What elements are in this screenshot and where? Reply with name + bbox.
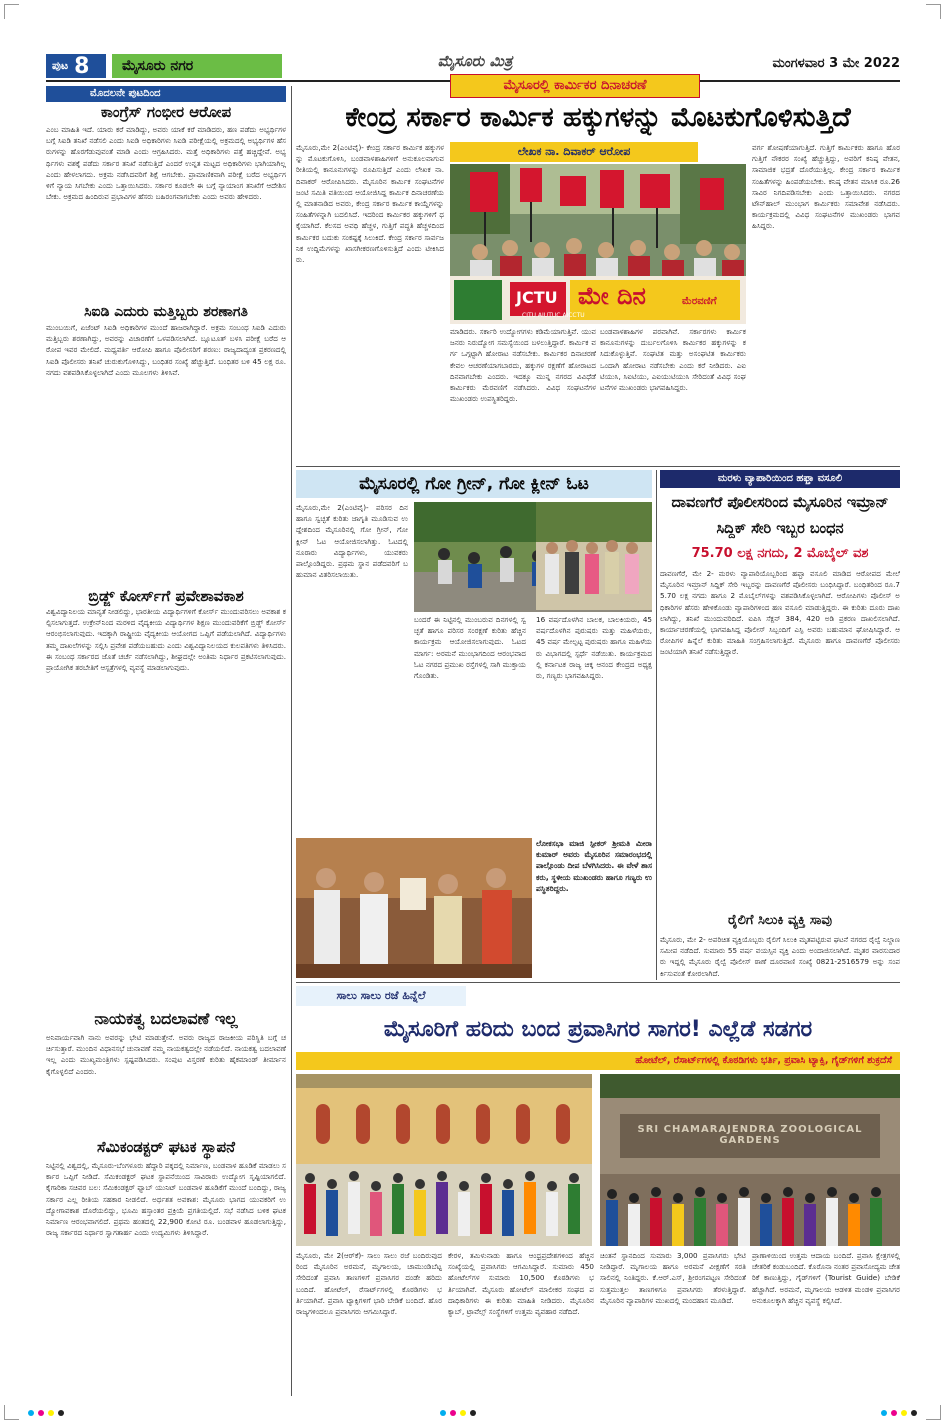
story-body: ಮಾಡಿದರು. ಸರ್ಕಾರಿ ಉದ್ಯೋಗಗಳು ಕಡಿಮೆಯಾಗುತ್ತಿವೆ. ಯುವಜನರು ನಿರುದ್ಯೋಗ ಸಮಸ್ಯೆಯಿಂದ ಬಳಲುತ್ತಿದ್ದಾರೆ. ಕಾರ್ಮಿಕ ವರ್ಗ ಒಗ್ಗಟ್ಟಾಗಿ ಹೋರಾಟ ನಡೆಸಬೇಕು. ಕಾರ್ಮಿಕರ ದಿನಾಚರಣೆ ಕೇವಲ ಆಚರಣೆಯಾಗಬಾರದು, ಹಕ್ಕುಗಳ ರಕ್ಷಣೆಗೆ ಹೋರಾಟದ ದಿನವಾಗಬೇಕು ಎಂದರು. ಇದಕ್ಕೂ ಮುನ್ನ ನಗರದ ವಿವಿಧೆಡೆ ಕಾರ್ಮಿಕರು ಮೆರವಣಿಗೆ ನಡೆಸಿದರು. ವಿವಿಧ ಸಂಘಟನೆಗಳ ಮುಖಂಡರು ಉಪಸ್ಥಿತರಿದ್ದರು. xyxy=(450,327,599,404)
story-body: ಎಂಬ ಮಾಹಿತಿ ಇದೆ. ಯಾರು ಕರೆ ಮಾಡಿದ್ದು, ಅವರು ಯಾಕೆ ಕರೆ ಮಾಡಿದರು, ಹಣ ಪಡೆದು ಅಭ್ಯರ್ಥಿಗಳ ಬಗ್ಗೆ ಸಿಐಡಿ ತನಿಖೆ ನಡೆಸಲಿ ಎಂದು ಸಿಐಡಿ ಅಧಿಕಾರಿಗಳು ಸಿಐಡಿ ಪರೀಕ್ಷೆಯಲ್ಲಿ ಅಕ್ರಮದಲ್ಲಿ ಅಭ್ಯರ್ಥಿಗಳ ಹೆಸರುಗಳನ್ನು ಹೊರಗೆಡುವುವಂತೆ ಮಾಡಿ ಎಂದು ಆಗ್ರಹಿಸಿದರು. ಮತ್ತೆ ಅಧಿಕಾರಿಗಳು ಪತ್ತೆ ಹಚ್ಚಿದ್ದೇವೆ. ಅಭ್ಯರ್ಥಿಗಳು ವಶಕ್ಕೆ ಪಡೆದು ಸರ್ಕಾರ ತನಿಖೆ ನಡೆಸುತ್ತಿದೆ ಎಂದರೆ ಉನ್ನತ ಮಟ್ಟದ ಅಧಿಕಾರಿಗಳು ಭಾಗಿಯಾಗಿಲ್ಲ ಎಂದು ಹೇಳಲಾಗದು. ಅಕ್ರಮ ನಡೆಸಿದವರಿಗೆ ಶಿಕ್ಷೆ ಆಗಬೇಕು. ಪ್ರಾಮಾಣಿಕವಾಗಿ ಪರೀಕ್ಷೆ ಬರೆದ ಅಭ್ಯರ್ಥಿಗಳಿಗೆ ನ್ಯಾಯ ಸಿಗಬೇಕು ಎಂದು ಒತ್ತಾಯಿಸಿದರು. ಸರ್ಕಾರ ಕೂಡಲೇ ಈ ಬಗ್ಗೆ ನ್ಯಾಯಾಂಗ ತನಿಖೆಗೆ ಆದೇಶಿಸಬೇಕು. ಅಕ್ರಮದ ಹಿಂದಿರುವ ಪ್ರಭಾವಿಗಳ ಹೆಸರು ಬಹಿರಂಗವಾಗಬೇಕು ಎಂದು ಅವರು ಹೇಳಿದರು. xyxy=(46,125,289,202)
story-body: ಮೈಸೂರು,ಮೇ 2(ಎಂಟಿವೈ)- ಕೇಂದ್ರ ಸರ್ಕಾರ ಕಾರ್ಮಿಕ ಹಕ್ಕುಗಳನ್ನು ಮೊಟಕುಗೊಳಿಸಿ, ಬಂಡವಾಳಶಾಹಿಗಳಿಗೆ ಅನುಕೂಲವಾಗುವ ರೀತಿಯಲ್ಲಿ ಕಾನೂನುಗಳನ್ನು ರೂಪಿಸುತ್ತಿದೆ ಎಂದು ಲೇಖಕ ನಾ. ದಿವಾಕರ್ ಆರೋಪಿಸಿದರು. ಮೈಸೂರಿನ ಕಾರ್ಮಿಕ ಸಂಘಟನೆಗಳ ಜಂಟಿ ಸಮಿತಿ ವತಿಯಿಂದ ಆಯೋಜಿಸಿದ್ದ ಕಾರ್ಮಿಕ ದಿನಾಚರಣೆಯಲ್ಲಿ ಮಾತನಾಡಿದ ಅವರು, ಕೇಂದ್ರ ಸರ್ಕಾರ ಕಾರ್ಮಿಕ ಕಾಯ್ದೆಗಳನ್ನು ಸಂಹಿತೆಗಳನ್ನಾಗಿ ಬದಲಿಸಿದೆ. ಇದರಿಂದ ಕಾರ್ಮಿಕರ ಹಕ್ಕುಗಳಿಗೆ ಧಕ್ಕೆಯಾಗಿದೆ. ಕೆಲಸದ ಅವಧಿ ಹೆಚ್ಚಳ, ಗುತ್ತಿಗೆ ಪದ್ಧತಿ ಹೆಚ್ಚಳದಿಂದ ಕಾರ್ಮಿಕರ ಬದುಕು ಸಂಕಷ್ಟಕ್ಕೆ ಸಿಲುಕಿದೆ. ಕೇಂದ್ರ ಸರ್ಕಾರ ಸಾರ್ವಜನಿಕ ಉದ್ದಿಮೆಗಳನ್ನು ಖಾಸಗೀಕರಣಗೊಳಿಸುತ್ತಿದೆ ಎಂದು ಟೀಕಿಸಿದರು. xyxy=(296,143,447,265)
column-divider xyxy=(291,86,292,1396)
story-body: ವಿಶ್ವವಿದ್ಯಾನಿಲಯ ಮಾನ್ಯತೆ ನೀಡಲಿದ್ದು, ಭಾರತೀಯ ವಿದ್ಯಾರ್ಥಿಗಳಿಗೆ ಕೋರ್ಸ್ ಮುಂದುವರಿಸಲು ಅವಕಾಶ ಕಲ್ಪಿಸಲಾಗುತ್ತದೆ. ಉಕ್ರೇನ್‌ನಿಂದ ಮರಳಿದ ವೈದ್ಯಕೀಯ ವಿದ್ಯಾರ್ಥಿಗಳ ಶಿಕ್ಷಣ ಮುಂದುವರಿಕೆಗೆ ಬ್ರಿಡ್ಜ್ ಕೋರ್ಸ್ ಆರಂಭಿಸಲಾಗುವುದು. ಇದಕ್ಕಾಗಿ ರಾಷ್ಟ್ರೀಯ ವೈದ್ಯಕೀಯ ಆಯೋಗದ ಒಪ್ಪಿಗೆ ಪಡೆಯಲಾಗಿದೆ. ವಿದ್ಯಾರ್ಥಿಗಳು ತಮ್ಮ ದಾಖಲೆಗಳನ್ನು ಸಲ್ಲಿಸಿ ಪ್ರವೇಶ ಪಡೆಯಬಹುದು ಎಂದು ವಿಶ್ವವಿದ್ಯಾನಿಲಯದ ಕುಲಪತಿಗಳು ತಿಳಿಸಿದರು. ಈ ಸಂಬಂಧ ಸರ್ಕಾರದ ಜೊತೆ ಚರ್ಚೆ ನಡೆಸಲಾಗಿದ್ದು, ಶೀಘ್ರದಲ್ಲೇ ಅಂತಿಮ ನಿರ್ಧಾರ ಪ್ರಕಟಿಸಲಾಗುವುದು. ಪ್ರಾಯೋಗಿಕ ತರಬೇತಿಗೆ ಆಸ್ಪತ್ರೆಗಳಲ್ಲಿ ವ್ಯವಸ್ಥೆ ಮಾಡಲಾಗುವುದು. xyxy=(46,607,289,673)
story-body: ಮೈಸೂರು, ಮೇ 2(ಆರ್‌ಕೆ)- ಸಾಲು ಸಾಲು ರಜೆ ಬಂದಿರುವುದರಿಂದ ಮೈಸೂರಿನ ಅರಮನೆ, ಮೃಗಾಲಯ, ಚಾಮುಂಡಿಬೆಟ್ಟ ಸೇರಿದಂತೆ ಪ್ರವಾಸಿ ತಾಣಗಳಿಗೆ ಪ್ರವಾಸಿಗರ ದಂಡೇ ಹರಿದು ಬಂದಿದೆ. ಹೋಟೆಲ್, ರೆಸಾರ್ಟ್‌ಗಳಲ್ಲಿ ಕೊಠಡಿಗಳು ಭರ್ತಿಯಾಗಿವೆ. ಪ್ರವಾಸಿ ಟ್ಯಾಕ್ಸಿಗಳಿಗೆ ಭಾರಿ ಬೇಡಿಕೆ ಬಂದಿದೆ. ಹೊರ ರಾಜ್ಯಗಳಿಂದಲೂ ಪ್ರವಾಸಿಗರು ಆಗಮಿಸಿದ್ದಾರೆ. xyxy=(296,1251,445,1317)
crop-mark xyxy=(4,1405,19,1420)
story-title: ಸಿಐಡಿ ಎದುರು ಮತ್ತಿಬ್ಬರು ಶರಣಾಗತಿ xyxy=(84,304,248,320)
tourism-subhead: ಹೋಟೆಲ್, ರೆಸಾರ್ಟ್‌ಗಳಲ್ಲಿ ಕೊಠಡಿಗಳು ಭರ್ತಿ, ಪ್ರವಾಸಿ ಟ್ಯಾಕ್ಸಿ, ಗೈಡ್‌ಗಳಿಗೆ ಶುಕ್ರದೆಸೆ xyxy=(296,1052,900,1070)
may-day-rally-photo xyxy=(450,164,746,324)
photo-caption: ಲೋಕಸಭಾ ಮಾಜಿ ಸ್ಪೀಕರ್ ಶ್ರೀಮತಿ ಮೀರಾ ಕುಮಾರ್ ಅವರು ಮೈಸೂರಿನ ಸಮಾರಂಭದಲ್ಲಿ ಪಾಲ್ಗೊಂಡು ದೀಪ ಬೆಳಗಿಸಿದರು. ಈ ವೇಳೆ ಶಾಸಕರು, ಸ್ಥಳೀಯ ಮುಖಂಡರು ಹಾಗೂ ಗಣ್ಯರು ಉಪಸ್ಥಿತರಿದ್ದರು. xyxy=(536,839,655,893)
story-title: ಕಾಂಗ್ರೆಸ್ ಗಂಭೀರ ಆರೋಪ xyxy=(100,103,232,121)
lead-subhead: ಲೇಖಕ ನಾ. ದಿವಾಕರ್ ಆರೋಪ xyxy=(450,142,698,162)
story-body: ಬಂದರೆ ಈ ನಿಟ್ಟಿನಲ್ಲಿ ಮುಂಬರುವ ದಿನಗಳಲ್ಲಿ ಸ್ವಚ್ಛತೆ ಹಾಗೂ ಪರಿಸರ ಸಂರಕ್ಷಣೆ ಕುರಿತು ಹೆಚ್ಚಿನ ಕಾರ್ಯಕ್ರಮ ಆಯೋಜಿಸಲಾಗುವುದು. ಓಟದ ಮಾರ್ಗ: ಅರಮನೆ ಮುಂಭಾಗದಿಂದ ಆರಂಭವಾದ ಓಟ ನಗರದ ಪ್ರಮುಖ ರಸ್ತೆಗಳಲ್ಲಿ ಸಾಗಿ ಮುಕ್ತಾಯಗೊಂಡಿತು. xyxy=(414,615,529,681)
story-body: ವರ್ಗ ಶೋಷಣೆಯಾಗುತ್ತಿದೆ. ಗುತ್ತಿಗೆ ಕಾರ್ಮಿಕರು ಹಾಗೂ ಹೊರಗುತ್ತಿಗೆ ನೌಕರರ ಸಂಖ್ಯೆ ಹೆಚ್ಚುತ್ತಿದ್ದು, ಅವರಿಗೆ ಕನಿಷ್ಠ ವೇತನ, ಸಾಮಾಜಿಕ ಭದ್ರತೆ ದೊರೆಯುತ್ತಿಲ್ಲ. ಕೇಂದ್ರ ಸರ್ಕಾರ ಕಾರ್ಮಿಕ ಸಂಹಿತೆಗಳನ್ನು ಹಿಂಪಡೆಯಬೇಕು. ಕನಿಷ್ಠ ವೇತನ ಮಾಸಿಕ ರೂ.26 ಸಾವಿರ ನಿಗದಿಪಡಿಸಬೇಕು ಎಂದು ಒತ್ತಾಯಿಸಿದರು. ನಗರದ ಟೌನ್‌ಹಾಲ್ ಮುಂಭಾಗ ಕಾರ್ಮಿಕರು ಸಮಾವೇಶ ನಡೆಸಿದರು. ಕಾರ್ಯಕ್ರಮದಲ್ಲಿ ವಿವಿಧ ಸಂಘಟನೆಗಳ ಮುಖಂಡರು ಭಾಗವಹಿಸಿದ್ದರು. xyxy=(752,143,903,231)
story-body: ಮೈಸೂರು,ಮೇ 2(ಎಂಟಿವೈ)- ಪರಿಸರ ದಿನ ಹಾಗೂ ಸ್ವಚ್ಛತೆ ಕುರಿತು ಜಾಗೃತಿ ಮೂಡಿಸುವ ಉದ್ದೇಶದಿಂದ ಮೈಸೂರಿನಲ್ಲಿ ಗೋ ಗ್ರೀನ್, ಗೋ ಕ್ಲೀನ್ ಓಟ ಆಯೋಜಿಸಲಾಗಿತ್ತು. ಓಟದಲ್ಲಿ ನೂರಾರು ವಿದ್ಯಾರ್ಥಿಗಳು, ಯುವಕರು ಪಾಲ್ಗೊಂಡಿದ್ದರು. ಪ್ರಥಮ ಸ್ಥಾನ ಪಡೆದವರಿಗೆ ಬಹುಮಾನ ವಿತರಿಸಲಾಯಿತು. xyxy=(296,503,411,580)
registration-dots xyxy=(440,1410,476,1416)
page-number: 8 xyxy=(74,53,90,79)
section-title: ಮೈಸೂರು ನಗರ xyxy=(112,54,282,78)
lead-headline: ಕೇಂದ್ರ ಸರ್ಕಾರ ಕಾರ್ಮಿಕ ಹಕ್ಕುಗಳನ್ನು ಮೊಟಕುಗೊಳಿಸುತ್ತಿದೆ xyxy=(345,102,851,133)
story-body: ನಿಟ್ಟಿನಲ್ಲಿ ವಿಶ್ವದಲ್ಲಿ, ಮೈಸೂರು-ಬೆಂಗಳೂರು ಹೆದ್ದಾರಿ ಪಕ್ಕದಲ್ಲಿ ನಿರ್ಮಾಣ, ಬಂಡವಾಳ ಹೂಡಿಕೆ ಮಾಡಲು ಸರ್ಕಾರ ಒಪ್ಪಿಗೆ ನೀಡಿದೆ. ಸೆಮಿಕಂಡಕ್ಟರ್ ಘಟಕ ಸ್ಥಾಪನೆಯಿಂದ ಸಾವಿರಾರು ಉದ್ಯೋಗ ಸೃಷ್ಟಿಯಾಗಲಿದೆ. ಕೈಗಾರಿಕಾ ಸಚಿವರ ಬಲ: ಸೆಮಿಕಂಡಕ್ಟರ್ ಫ್ಯಾಬ್ ಯುನಿಟ್ ಬಂಡವಾಳ ಹೂಡಿಕೆಗೆ ಮುಂದೆ ಬಂದಿದ್ದು, ರಾಜ್ಯ ಸರ್ಕಾರ ಎಲ್ಲ ರೀತಿಯ ಸಹಕಾರ ನೀಡಲಿದೆ. ಅರ್ಧಶತ ಅವಕಾಶ: ಮೈಸೂರು ಭಾಗದ ಯುವಕರಿಗೆ ಉದ್ಯೋಗಾವಕಾಶ ದೊರೆಯಲಿದ್ದು, ಭೂಮಿ ಹಸ್ತಾಂತರ ಪ್ರಕ್ರಿಯೆ ಪ್ರಗತಿಯಲ್ಲಿದೆ. ಸಭೆ ನಡೆಸಿದ ಬಳಿಕ ಘಟಕ ನಿರ್ಮಾಣ ಆರಂಭವಾಗಲಿದೆ. ಪ್ರಥಮ ಹಂತದಲ್ಲಿ 22,900 ಕೋಟಿ ರೂ. ಬಂಡವಾಳ ಹೂಡಲಾಗುತ್ತಿದ್ದು, ರಾಜ್ಯ ಸರ್ಕಾರದ ನಿರ್ಧಾರ ಸ್ವಾಗತಾರ್ಹ ಎಂದು ಉದ್ಯಮಿಗಳು ತಿಳಿಸಿದ್ದಾರೆ. xyxy=(46,1161,289,1238)
zoo-entrance-photo xyxy=(600,1074,900,1246)
story-title: ಬ್ರಿಡ್ಜ್ ಕೋರ್ಸ್‌ಗೆ ಪ್ರವೇಶಾವಕಾಶ xyxy=(88,587,244,605)
registration-dots xyxy=(881,1410,917,1416)
dignitaries-photo xyxy=(536,502,652,610)
story-body: ಅನಿವಾರ್ಯವಾಗಿ ನಾನು ಅವರನ್ನು ಭೇಟಿ ಮಾಡುತ್ತೇನೆ. ಅವರು ರಾಜ್ಯದ ರಾಜಕೀಯ ಪರಿಸ್ಥಿತಿ ಬಗ್ಗೆ ಚರ್ಚಿಸುತ್ತಾರೆ. ಮುಂದಿನ ವಿಧಾನಸಭೆ ಚುನಾವಣೆ ನಮ್ಮ ನಾಯಕತ್ವದಲ್ಲೇ ನಡೆಯಲಿದೆ. ನಾಯಕತ್ವ ಬದಲಾವಣೆ ಇಲ್ಲ ಎಂದು ಮುಖ್ಯಮಂತ್ರಿಗಳು ಸ್ಪಷ್ಟಪಡಿಸಿದರು. ಸಂಪುಟ ವಿಸ್ತರಣೆ ಕುರಿತು ಹೈಕಮಾಂಡ್ ತೀರ್ಮಾನ ಕೈಗೊಳ್ಳಲಿದೆ ಎಂದರು. xyxy=(46,1033,289,1076)
page-number-tag xyxy=(46,54,106,78)
story-body: ಚಿಂತನೆ ಸ್ಥಾನದಿಂದ ಸುಮಾರು 3,000 ಪ್ರವಾಸಿಗರು ಭೇಟಿ ನೀಡಿದ್ದಾರೆ. ಮೃಗಾಲಯ ಹಾಗೂ ಅರಮನೆ ವೀಕ್ಷಣೆಗೆ ಸರತಿ ಸಾಲಿನಲ್ಲಿ ನಿಂತಿದ್ದರು. ಕೆ.ಆರ್.ಎಸ್, ಶ್ರೀರಂಗಪಟ್ಟಣ ಸೇರಿದಂತೆ ಸುತ್ತಮುತ್ತಲ ತಾಣಗಳಿಗೂ ಪ್ರವಾಸಿಗರು ತೆರಳುತ್ತಿದ್ದಾರೆ. ಮೈಸೂರಿನ ವ್ಯಾಪಾರಿಗಳ ಮುಖದಲ್ಲಿ ಮಂದಹಾಸ ಮೂಡಿದೆ. xyxy=(600,1251,749,1305)
page-label: ಪುಟ xyxy=(52,59,69,72)
crop-mark xyxy=(4,4,19,19)
page-date: ಮಂಗಳವಾರ 3 ಮೇ 2022 xyxy=(772,56,900,71)
story-body: ದಾವಣಗೆರೆ, ಮೇ 2- ಮರಳು ವ್ಯಾಪಾರಿಯೊಬ್ಬರಿಂದ ಹಫ್ತಾ ವಸೂಲಿ ಮಾಡಿದ ಆರೋಪದ ಮೇಲೆ ಮೈಸೂರಿನ ಇಮ್ರಾನ್ ಸಿದ್ದಿಕ್ ಸೇರಿ ಇಬ್ಬರನ್ನು ದಾವಣಗೆರೆ ಪೊಲೀಸರು ಬಂಧಿಸಿದ್ದಾರೆ. ಬಂಧಿತರಿಂದ ರೂ.75.70 ಲಕ್ಷ ನಗದು ಹಾಗೂ 2 ಮೊಬೈಲ್‌ಗಳನ್ನು ವಶಪಡಿಸಿಕೊಳ್ಳಲಾಗಿದೆ. ಆರೋಪಿಗಳು ಪೊಲೀಸ್ ಅಧಿಕಾರಿಗಳ ಹೆಸರು ಹೇಳಿಕೊಂಡು ವ್ಯಾಪಾರಿಗಳಿಂದ ಹಣ ವಸೂಲಿ ಮಾಡುತ್ತಿದ್ದರು. ಈ ಕುರಿತು ದೂರು ದಾಖಲಾಗಿದ್ದು, ತನಿಖೆ ಮುಂದುವರಿದಿದೆ. ಐಪಿಸಿ ಸೆಕ್ಷನ್ 384, 420 ಅಡಿ ಪ್ರಕರಣ ದಾಖಲಿಸಲಾಗಿದೆ. ಕಾರ್ಯಾಚರಣೆಯಲ್ಲಿ ಭಾಗವಹಿಸಿದ್ದ ಪೊಲೀಸ್ ಸಿಬ್ಬಂದಿಗೆ ಎಸ್ಪಿ ಅವರು ಬಹುಮಾನ ಘೋಷಿಸಿದ್ದಾರೆ. ಆರೋಪಿಗಳ ಹಿನ್ನೆಲೆ ಕುರಿತು ಮಾಹಿತಿ ಸಂಗ್ರಹಿಸಲಾಗುತ್ತಿದೆ. ಮೈಸೂರು ಹಾಗೂ ದಾವಣಗೆರೆ ಪೊಲೀಸರು ಜಂಟಿಯಾಗಿ ತನಿಖೆ ನಡೆಸುತ್ತಿದ್ದಾರೆ. xyxy=(660,569,903,657)
banner-text: CITU AIUTUC AICCTU xyxy=(522,312,585,319)
paper-name: ಮೈಸೂರು ಮಿತ್ರ xyxy=(437,52,513,70)
continued-tag: ಮೊದಲನೇ ಪುಟದಿಂದ xyxy=(46,86,286,102)
train-headline: ರೈಲಿಗೆ ಸಿಲುಕಿ ವ್ಯಕ್ತಿ ಸಾವು xyxy=(728,913,832,928)
banner-text: ಮೆರವಣಿಗೆ xyxy=(682,296,717,307)
banner-text: ಮೇ ದಿನ xyxy=(578,282,646,310)
banner-text: JCTU xyxy=(516,288,558,307)
lamp-lighting-photo xyxy=(296,838,532,978)
palace-crowd-photo xyxy=(296,1074,592,1246)
arrest-kicker: ಮರಳು ವ್ಯಾಪಾರಿಯಿಂದ ಹಫ್ತಾ ವಸೂಲಿ xyxy=(660,470,900,488)
section-rule xyxy=(296,982,900,983)
story-body: ಮುಂಬಯಿಗೆ, ಏಜೆಂಟ್ ಸಿಐಡಿ ಅಧಿಕಾರಿಗಳ ಮುಂದೆ ಹಾಜರಾಗಿದ್ದಾರೆ. ಅಕ್ರಮ ಸಂಬಂಧ ಸಿಐಡಿ ಎದುರು ಮತ್ತಿಬ್ಬರು ಶರಣಾಗಿದ್ದು, ಅವರನ್ನು ವಿಚಾರಣೆಗೆ ಒಳಪಡಿಸಲಾಗಿದೆ. ಬ್ಲೂಟೂತ್ ಬಳಸಿ ಪರೀಕ್ಷೆ ಬರೆದ ಆರೋಪ ಇವರ ಮೇಲಿದೆ. ಮಧ್ಯವರ್ತಿ ಆರೋಪಿ ಹಾಗೂ ಪೊಲೀಸರಿಗೆ ಶರಣು: ರಾಜ್ಯದಾದ್ಯಂತ ಪ್ರಕರಣದಲ್ಲಿ ಸಿಐಡಿ ಪೊಲೀಸರು ತನಿಖೆ ಚುರುಕುಗೊಳಿಸಿದ್ದು, ಬಂಧಿತರ ಸಂಖ್ಯೆ ಹೆಚ್ಚುತ್ತಿದೆ. ಬಂಧಿತರ ಬಳಿ 45 ಲಕ್ಷ ರೂ. ನಗದು ವಶಪಡಿಸಿಕೊಳ್ಳಲಾಗಿದೆ ಎಂದು ಮೂಲಗಳು ತಿಳಿಸಿವೆ. xyxy=(46,323,289,377)
story-body: ಮೈಸೂರು, ಮೇ 2- ಅಪರಿಚಿತ ವ್ಯಕ್ತಿಯೊಬ್ಬರು ರೈಲಿಗೆ ಸಿಲುಕಿ ಮೃತಪಟ್ಟಿರುವ ಘಟನೆ ನಗರದ ರೈಲ್ವೆ ನಿಲ್ದಾಣ ಸಮೀಪ ನಡೆದಿದೆ. ಸುಮಾರು 55 ವರ್ಷ ವಯಸ್ಸಿನ ವ್ಯಕ್ತಿ ಎಂದು ಅಂದಾಜಿಸಲಾಗಿದೆ. ಮೃತರ ವಾರಸುದಾರರು ಇದ್ದಲ್ಲಿ ಮೈಸೂರು ರೈಲ್ವೆ ಪೊಲೀಸ್ ಠಾಣೆ ದೂರವಾಣಿ ಸಂಖ್ಯೆ 0821-2516579 ಅನ್ನು ಸಂಪರ್ಕಿಸುವಂತೆ ಕೋರಲಾಗಿದೆ. xyxy=(660,935,903,978)
arrest-headline: ದಾವಣಗೆರೆ ಪೊಲೀಸರಿಂದ ಮೈಸೂರಿನ ಇಮ್ರಾನ್ ಸಿದ್ದಿಕ್ ಸೇರಿ ಇಬ್ಬರ ಬಂಧನ xyxy=(671,495,889,537)
story-body: 16 ವರ್ಷದೊಳಗಿನ ಬಾಲಕ, ಬಾಲಕಿಯರು, 45 ವರ್ಷದೊಳಗಿನ ಪುರುಷರು ಮತ್ತು ಮಹಿಳೆಯರು, 45 ವರ್ಷ ಮೇಲ್ಪಟ್ಟ ಪುರುಷರು ಹಾಗೂ ಮಹಿಳೆಯರು ವಿಭಾಗದಲ್ಲಿ ಸ್ಪರ್ಧೆ ನಡೆಯಿತು. ಕಾರ್ಯಕ್ರಮದಲ್ಲಿ ಕರ್ನಾಟಕ ರಾಜ್ಯ ಚಿಕ್ಕ ಆನಂದ ಕೇಂದ್ರದ ಅಧ್ಯಕ್ಷರು, ಗಣ್ಯರು ಭಾಗವಹಿಸಿದ್ದರು. xyxy=(536,615,655,681)
lead-kicker: ಮೈಸೂರಲ್ಲಿ ಕಾರ್ಮಿಕರ ದಿನಾಚರಣೆ xyxy=(450,74,700,98)
gogreen-headline: ಮೈಸೂರಲ್ಲಿ ಗೋ ಗ್ರೀನ್, ಗೋ ಕ್ಲೀನ್ ಓಟ xyxy=(296,470,652,498)
story-body: ಪ್ರಾಣಾಳಿಯಿಂದ ಉತ್ತಮ ಆದಾಯ ಬಂದಿದೆ. ಪ್ರವಾಸಿ ಕ್ಷೇತ್ರಗಳಲ್ಲಿ ಚೇತರಿಕೆ ಕಂಡುಬಂದಿದೆ. ಕೊರೊನಾ ನಂತರ ಪ್ರವಾಸೋದ್ಯಮ ಚೇತರಿಕೆ ಕಾಣುತ್ತಿದ್ದು, ಗೈಡ್‌ಗಳಿಗೆ (Tourist Guide) ಬೇಡಿಕೆ ಹೆಚ್ಚಾಗಿದೆ. ಅರಮನೆ, ಮೃಗಾಲಯ ಆಡಳಿತ ಮಂಡಳಿ ಪ್ರವಾಸಿಗರ ಅನುಕೂಲಕ್ಕಾಗಿ ಹೆಚ್ಚಿನ ವ್ಯವಸ್ಥೆ ಕಲ್ಪಿಸಿದೆ. xyxy=(752,1251,903,1305)
story-body: ಕೇರಳ, ತಮಿಳುನಾಡು ಹಾಗೂ ಆಂಧ್ರಪ್ರದೇಶಗಳಿಂದ ಹೆಚ್ಚಿನ ಸಂಖ್ಯೆಯಲ್ಲಿ ಪ್ರವಾಸಿಗರು ಆಗಮಿಸಿದ್ದಾರೆ. ಸುಮಾರು 450 ಹೋಟೆಲ್‌ಗಳ ಸುಮಾರು 10,500 ಕೊಠಡಿಗಳು ಭರ್ತಿಯಾಗಿವೆ. ಮೈಸೂರು ಹೋಟೆಲ್ ಮಾಲೀಕರ ಸಂಘದ ಪದಾಧಿಕಾರಿಗಳು ಈ ಕುರಿತು ಮಾಹಿತಿ ನೀಡಿದರು. ಮೈಸೂರಿನ ಕ್ಯಾಬ್, ಟ್ರಾವೆಲ್ಸ್ ಸಂಸ್ಥೆಗಳಿಗೆ ಉತ್ತಮ ವ್ಯವಹಾರ ನಡೆದಿದೆ. xyxy=(448,1251,597,1317)
column-divider xyxy=(656,470,657,980)
registration-dots xyxy=(28,1410,64,1416)
crop-mark xyxy=(926,1405,941,1420)
story-body: ಬಂಡವಾಳಶಾಹಿಗಳ ಪರವಾಗಿವೆ. ಸರ್ಕಾರಗಳು ಕಾರ್ಮಿಕ ಕಾನೂನುಗಳನ್ನು ದುರ್ಬಲಗೊಳಿಸಿ ಕಾರ್ಮಿಕರ ಹಕ್ಕುಗಳನ್ನು ಕಸಿದುಕೊಳ್ಳುತ್ತಿವೆ. ಸಂಘಟಿತ ಮತ್ತು ಅಸಂಘಟಿತ ಕಾರ್ಮಿಕರು ಒಂದಾಗಿ ಹೋರಾಟ ನಡೆಸಬೇಕು ಎಂದು ಕರೆ ನೀಡಿದರು. ಎಐಟಿಯುಸಿ, ಸಿಐಟಿಯು, ಎಐಯುಟಿಯುಸಿ ಸೇರಿದಂತೆ ವಿವಿಧ ಸಂಘಟನೆಗಳ ಮುಖಂಡರು ಭಾಗವಹಿಸಿದ್ದರು. xyxy=(600,327,749,393)
story-title: ನಾಯಕತ್ವ ಬದಲಾವಣೆ ಇಲ್ಲ xyxy=(94,1009,238,1028)
story-title: ಸೆಮಿಕಂಡಕ್ಟರ್ ಘಟಕ ಸ್ಥಾಪನೆ xyxy=(96,1138,236,1156)
section-rule xyxy=(296,466,900,467)
arrest-subhead: 75.70 ಲಕ್ಷ ನಗದು, 2 ಮೊಬೈಲ್ ವಶ xyxy=(691,546,869,561)
tourism-kicker: ಸಾಲು ಸಾಲು ರಜೆ ಹಿನ್ನೆಲೆ xyxy=(296,986,466,1006)
zoo-sign-text: SRI CHAMARAJENDRA ZOOLOGICAL GARDENS xyxy=(637,1124,863,1146)
tourism-headline: ಮೈಸೂರಿಗೆ ಹರಿದು ಬಂದ ಪ್ರವಾಸಿಗರ ಸಾಗರ! ಎಲ್ಲೆಡೆ ಸಡಗರ xyxy=(383,1017,813,1042)
crop-mark xyxy=(926,4,941,19)
